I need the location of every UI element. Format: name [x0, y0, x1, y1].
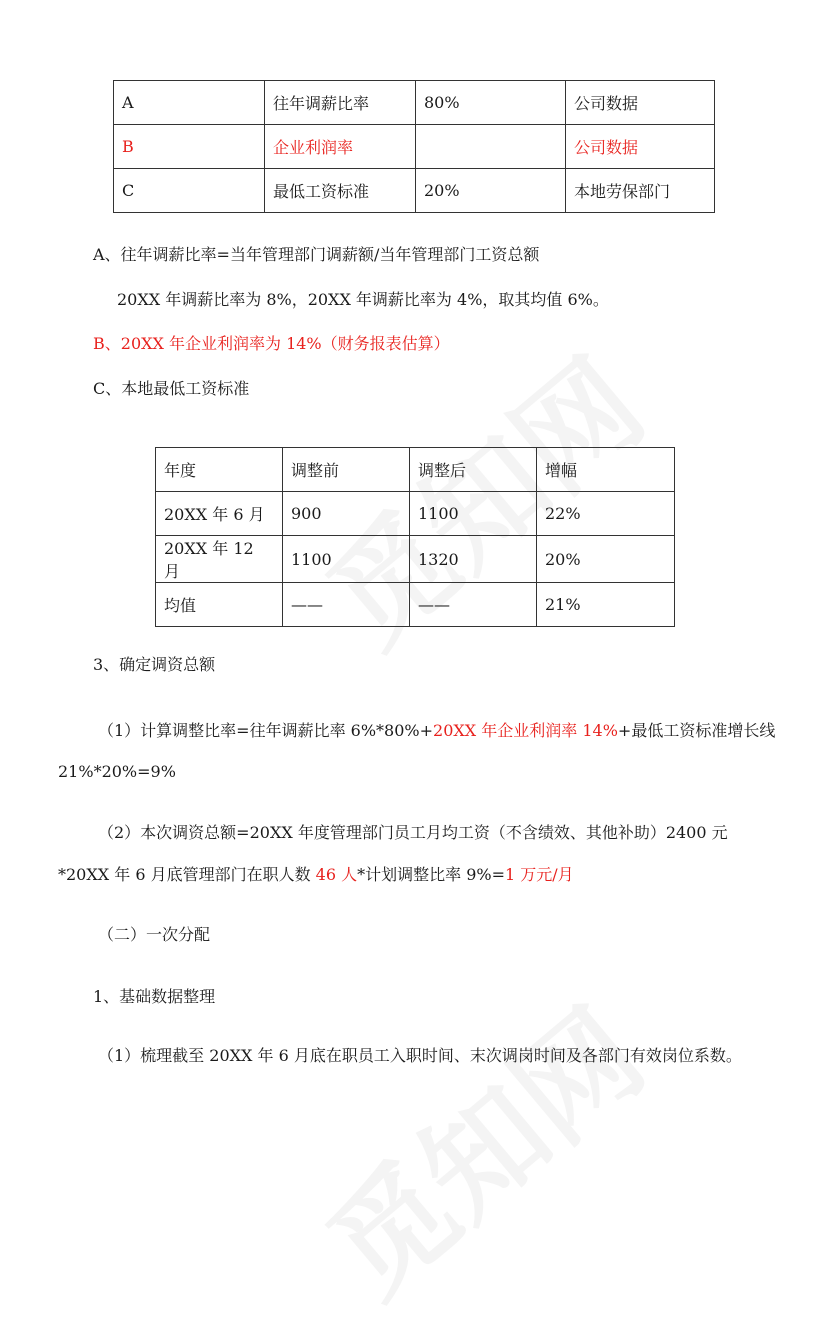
- section-3-p2: （2）本次调资总额=20XX 年度管理部门员工月均工资（不含绩效、其他补助）2400 元: [98, 823, 728, 842]
- table-cell: 21%: [537, 583, 675, 627]
- table-cell: 本地劳保部门: [566, 169, 715, 213]
- table-cell: 最低工资标准: [265, 169, 416, 213]
- table-row: [156, 536, 675, 583]
- section-two-sub1-p1: （1）梳理截至 20XX 年 6 月底在职员工入职时间、末次调岗时间及各部门有效岗位系数。: [98, 1046, 742, 1065]
- p1-red-text: 20XX 年企业利润率 14%: [433, 721, 618, 740]
- table-cell: 900: [283, 492, 410, 536]
- section-3-p2-line2: [58, 862, 574, 885]
- note-a-detail: 20XX 年调薪比率为 8%，20XX 年调薪比率为 4%，取其均值 6%。: [117, 290, 609, 309]
- note-c-title: C、本地最低工资标准: [93, 379, 250, 398]
- table-cell: 1100: [283, 536, 410, 583]
- table-cell: 均值: [156, 583, 283, 627]
- table-cell: C: [114, 169, 265, 213]
- table-cell: B: [114, 125, 265, 169]
- section-two-sub1: 1、基础数据整理: [93, 987, 216, 1006]
- column-header: 调整前: [283, 448, 410, 492]
- table-row: [156, 583, 675, 627]
- salary-factor-table: [113, 80, 715, 213]
- note-a-title: A、往年调薪比率=当年管理部门调薪额/当年管理部门工资总额: [93, 245, 540, 264]
- section-3-p1: [98, 718, 775, 741]
- table-row-highlight: [114, 125, 715, 169]
- p2-text: *20XX 年 6 月底管理部门在职人数: [58, 865, 316, 884]
- table-cell: [416, 125, 566, 169]
- table-cell: A: [114, 81, 265, 125]
- table-header-row: [156, 448, 675, 492]
- p2-text-mid: *计划调整比率 9%=: [357, 865, 506, 884]
- p1-text: （1）计算调整比率=往年调薪比率 6%*80%+: [98, 721, 434, 740]
- table-cell: 1100: [410, 492, 537, 536]
- p2-red-count: 46 人: [315, 865, 358, 884]
- table-cell: 公司数据: [566, 125, 715, 169]
- table-cell: 20XX 年 6 月: [156, 492, 283, 536]
- table-cell: 企业利润率: [265, 125, 416, 169]
- watermark-lower: [287, 964, 673, 1327]
- table-cell: 20%: [537, 536, 675, 583]
- table-cell: 公司数据: [566, 81, 715, 125]
- minimum-wage-table: [155, 447, 675, 627]
- section-two-title: （二）一次分配: [98, 925, 211, 944]
- section-3-p1-line2: 21%*20%=9%: [58, 762, 176, 781]
- table-row: [156, 492, 675, 536]
- column-header: 年度: [156, 448, 283, 492]
- table-row: [114, 169, 715, 213]
- table-cell: ——: [283, 583, 410, 627]
- table-cell: ——: [410, 583, 537, 627]
- table-row: [114, 81, 715, 125]
- p2-red-total: 1 万元/月: [505, 865, 574, 884]
- p1-text-tail: +最低工资标准增长线: [617, 721, 776, 740]
- section-3-title: 3、确定调资总额: [93, 655, 216, 674]
- note-b-line: B、20XX 年企业利润率为 14%（财务报表估算）: [93, 334, 450, 353]
- table-cell: 22%: [537, 492, 675, 536]
- column-header: 调整后: [410, 448, 537, 492]
- table-cell: 20%: [416, 169, 566, 213]
- table-cell: 往年调薪比率: [265, 81, 416, 125]
- column-header: 增幅: [537, 448, 675, 492]
- table-cell: 1320: [410, 536, 537, 583]
- table-cell: 80%: [416, 81, 566, 125]
- table-cell: 20XX 年 12 月: [156, 536, 283, 583]
